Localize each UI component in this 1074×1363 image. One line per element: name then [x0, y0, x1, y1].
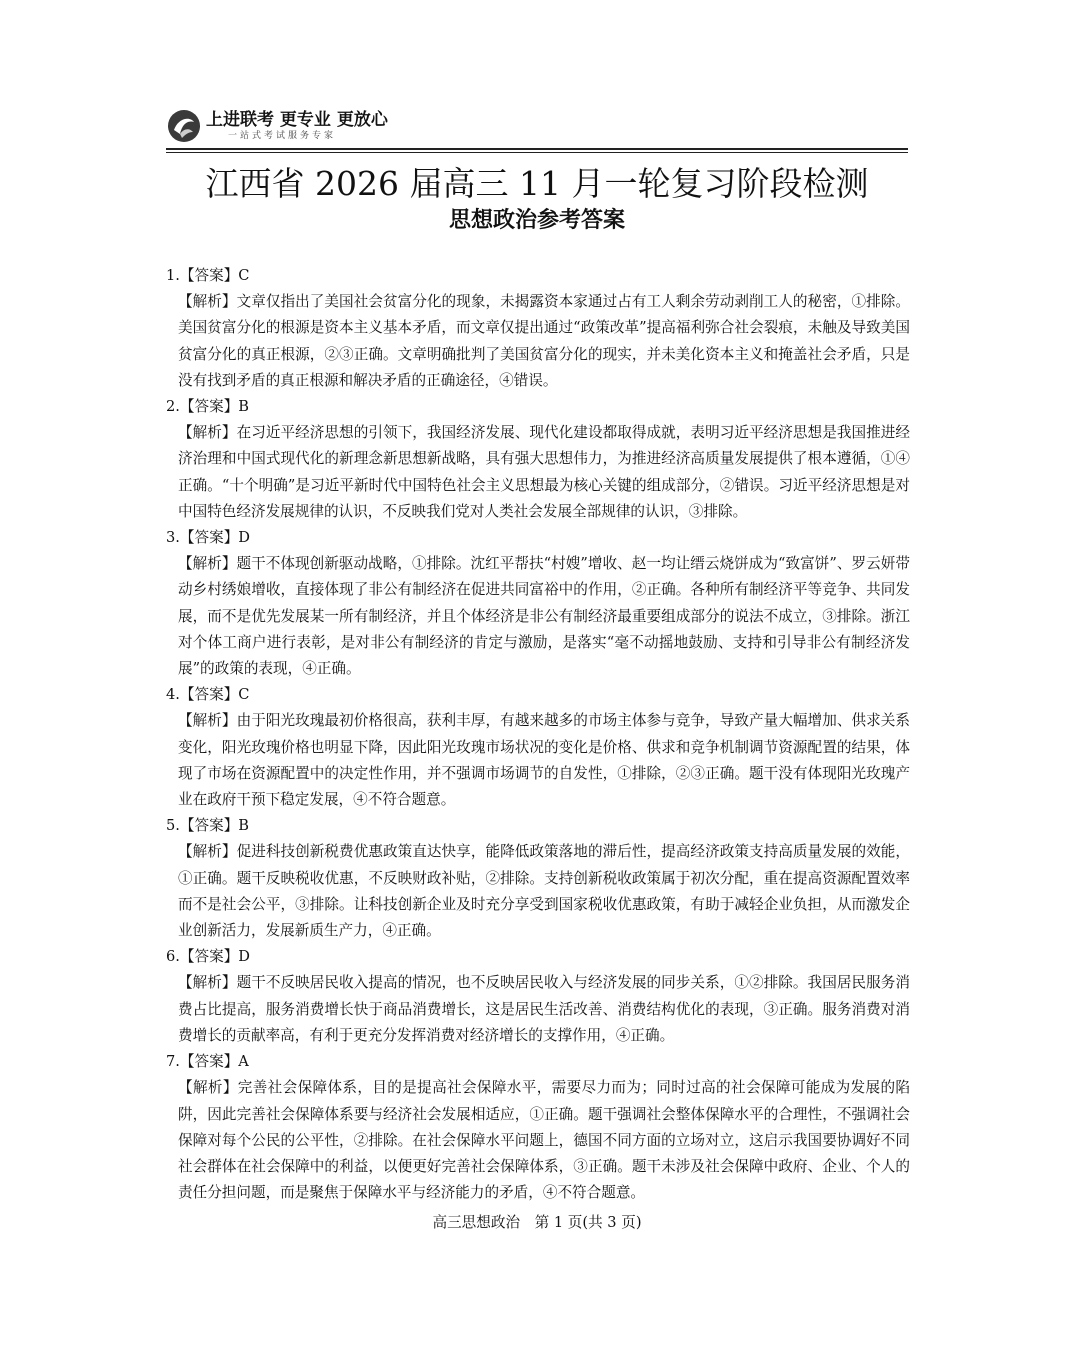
- answer-line: 5.【答案】B: [166, 817, 250, 835]
- document-title: 江西省 2026 届高三 11 月一轮复习阶段检测: [205, 164, 869, 203]
- brand-header: [166, 104, 388, 148]
- explanation-text: 【解析】在习近平经济思想的引领下，我国经济发展、现代化建设都取得成就，表明习近平经济思想是我国推进经济治理和中国式现代化的新理念新思想新战略，具有强大思想伟力，为推进经济高质量发展提供了根本遵循，①④正确。“十个明确”是习近平新时代中国特色社会主义思想最为核心关键的组成部分，②错误。习近平经济思想是对中国特色经济发展规律的认识，不反映我们党对人类社会发展全部规律的认识，③排除。: [178, 424, 910, 520]
- question-item: [166, 813, 910, 944]
- explanation-text: 【解析】促进科技创新税费优惠政策直达快享，能降低政策落地的滞后性，提高经济政策支持高质量发展的效能，①正确。题干反映税收优惠，不反映财政补贴，②排除。支持创新税收政策属于初次分配，重在提高资源配置效率而不是社会公平，③排除。让科技创新企业及时充分享受到国家税收优惠政策，有助于减轻企业负担，从而激发企业创新活力，发展新质生产力，④正确。: [178, 843, 910, 940]
- question-item: [166, 682, 910, 813]
- explanation-text: 【解析】文章仅指出了美国社会贫富分化的现象，未揭露资本家通过占有工人剩余劳动剥削工人的秘密，①排除。美国贫富分化的根源是资本主义基本矛盾，而文章仅提出通过“政策改革”提高福利弥合社会裂痕，未触及导致美国贫富分化的真正根源，②③正确。文章明确批判了美国贫富分化的现实，并未美化资本主义和掩盖社会矛盾，只是没有找到矛盾的真正根源和解决矛盾的正确途径，④错误。: [178, 293, 910, 389]
- answer-line: 4.【答案】C: [166, 686, 250, 704]
- answer-line: 1.【答案】C: [166, 267, 250, 284]
- answer-list: [166, 263, 910, 1206]
- answer-line: 6.【答案】D: [166, 948, 250, 966]
- question-item: [166, 394, 910, 525]
- question-item: [166, 525, 910, 682]
- header-rule-thin: [166, 152, 908, 153]
- brand-slogan: 上进联考 更专业 更放心: [206, 110, 388, 130]
- question-item: [166, 263, 910, 394]
- explanation-text: 【解析】题干不体现创新驱动战略，①排除。沈红平帮扶“村嫂”增收、赵一均让缙云烧饼成为“致富饼”、罗云妍带动乡村绣娘增收，直接体现了非公有制经济在促进共同富裕中的作用，②正确。各种所有制经济平等竞争、共同发展，而不是优先发展某一所有制经济，并且个体经济是非公有制经济最重要组成部分的说法不成立，③排除。浙江对个体工商户进行表彰，是对非公有制经济的肯定与激励，是落实“毫不动摇地鼓励、支持和引导非公有制经济发展”的政策的表现，④正确。: [178, 555, 910, 678]
- answer-line: 7.【答案】A: [166, 1053, 249, 1071]
- explanation-text: 【解析】题干不反映居民收入提高的情况，也不反映居民收入与经济发展的同步关系，①②排除。我国居民服务消费占比提高，服务消费增长快于商品消费增长，这是居民生活改善、消费结构优化的表现，③正确。服务消费对消费增长的贡献率高，有利于更充分发挥消费对经济增长的支撑作用，④正确。: [178, 974, 910, 1044]
- brand-tagline: 一站式考试服务专家: [228, 131, 337, 141]
- explanation-text: 【解析】由于阳光玫瑰最初价格很高，获利丰厚，有越来越多的市场主体参与竞争，导致产量大幅增加、供求关系变化，阳光玫瑰价格也明显下降，因此阳光玫瑰市场状况的变化是价格、供求和竞争机制调节资源配置的结果，体现了市场在资源配置中的决定性作用，并不强调市场调节的自发性，①排除，②③正确。题干没有体现阳光玫瑰产业在政府干预下稳定发展，④不符合题意。: [178, 712, 910, 809]
- brand-logo-icon: [166, 108, 202, 144]
- answer-line: 3.【答案】D: [166, 529, 250, 547]
- header-rule: [166, 148, 908, 150]
- explanation-text: 【解析】完善社会保障体系，目的是提高社会保障水平，需要尽力而为；同时过高的社会保障可能成为发展的陷阱，因此完善社会保障体系要与经济社会发展相适应，①正确。题干强调社会整体保障水平的合理性，不强调社会保障对每个公民的公平性，②排除。在社会保障水平问题上，德国不同方面的立场对立，这启示我国要协调好不同社会群体在社会保障中的利益，以便更好完善社会保障体系，③正确。题干未涉及社会保障中政府、企业、个人的责任分担问题，而是聚焦于保障水平与经济能力的矛盾，④不符合题意。: [178, 1079, 910, 1202]
- document-subtitle: 思想政治参考答案: [448, 208, 625, 233]
- answer-line: 2.【答案】B: [166, 398, 250, 416]
- question-item: [166, 944, 910, 1049]
- page-footer: 高三思想政治 第 1 页(共 3 页): [432, 1214, 642, 1231]
- question-item: [166, 1049, 910, 1206]
- brand-text: [206, 110, 388, 142]
